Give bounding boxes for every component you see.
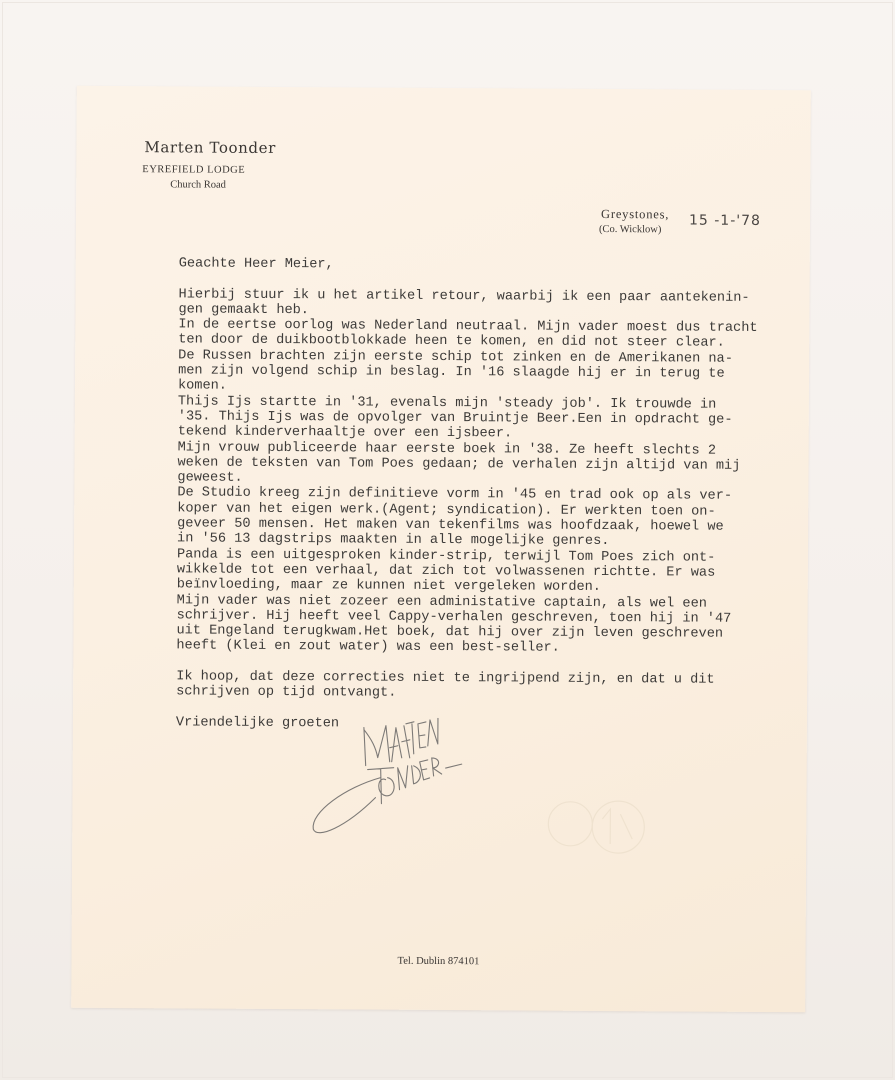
typed-line: Thijs Ijs startte in '31, evenals mijn 'steady job'. Ik trouwde in: [177, 394, 717, 413]
letter-date: 15 -1-'78: [688, 212, 762, 229]
typed-line: '35. Thijs Ijs was de opvolger van Bruintje Beer.Een in opdracht ge-: [177, 409, 733, 428]
signature-loop-stroke: [313, 777, 381, 833]
typed-line: uit Engeland terugkwam.Het boek, dat hij over zijn leven geschreven: [176, 623, 724, 642]
typed-line: in '56 13 dagstrips maakten in alle mogelijke genres.: [177, 531, 610, 550]
typed-line: De Russen brachten zijn eerste schip tot zinken en de Amerikanen na-: [178, 348, 733, 367]
typed-line: men zijn volgend schip in beslag. In '16 slaagde hij er in terug te: [178, 363, 725, 382]
typed-line: Mijn vrouw publiceerde haar eerste boek in '38. Ze heeft slechts 2: [177, 439, 717, 459]
typed-line: weken de teksten van Tom Poes gedaan; de verhalen zijn altijd van mij: [177, 455, 741, 474]
footer-telephone: Tel. Dublin 874101: [397, 955, 480, 968]
faint-show-through-mark: [540, 789, 650, 860]
letterhead-name: Marten Toonder: [144, 138, 276, 157]
letter-sheet: [71, 86, 811, 1012]
dateline-region: (Co. Wicklow): [598, 223, 662, 236]
salutation: Geachte Heer Meier,: [178, 256, 334, 273]
typed-line: Ik hoop, dat deze correcties niet te ingrijpend zijn, en dat u dit: [176, 669, 715, 688]
typed-line: Hierbij stuur ik u het artikel retour, waarbij ik een paar aantekenin-: [178, 286, 750, 306]
closing: Vriendelijke groeten: [175, 715, 340, 732]
typed-line: schrijver. Hij heeft veel Cappy-verhalen geschreven, toen hij in '47: [176, 608, 732, 627]
signature: [305, 717, 486, 838]
letter-paragraph: [176, 669, 816, 704]
letter-paragraphs: [176, 287, 819, 704]
letter-body: [176, 256, 819, 734]
typed-line: schrijven op tijd ontvangt.: [176, 684, 397, 702]
typed-line: In de eertse oorlog was Nederland neutraal. Mijn vader moest dus tracht: [178, 317, 758, 337]
signature-marten-stroke: [364, 718, 438, 766]
typed-line: koper van het eigen werk.(Agent; syndication). Er werkten toen on-: [177, 501, 716, 520]
typed-line: heeft (Klei en zout water) was een best-seller.: [176, 638, 560, 657]
typed-line: De Studio kreeg zijn definitieve vorm in '45 en trad ook op als ver-: [177, 485, 733, 505]
dateline-place: Greystones,: [601, 206, 670, 222]
letterhead-house: EYREFIELD LODGE: [142, 164, 246, 176]
typed-line: komen.: [177, 378, 227, 395]
typed-line: wikkelde tot een verhaal, dat zich tot volwassenen richtte. Er was: [176, 562, 716, 581]
typed-line: ten door de duikbootblokkade heen te komen, en did not steer clear.: [178, 332, 725, 352]
letter-paragraph: [176, 287, 818, 658]
signature-toonder-stroke: [367, 758, 461, 805]
typed-line: Mijn vader was niet zozeer een administative captain, als wel een: [176, 592, 707, 612]
letterhead-road: Church Road: [170, 179, 226, 191]
typed-line: beïnvloeding, maar ze kunnen niet vergeleken worden.: [176, 577, 602, 596]
typed-line: geveer 50 mensen. Het maken van tekenfilms was hoofdzaak, hoewel we: [177, 516, 724, 535]
typed-line: Panda is een uitgesproken kinder-strip, terwijl Tom Poes zich ont-: [176, 547, 716, 566]
typed-line: tekend kinderverhaaltje over een ijsbeer.: [177, 424, 513, 442]
typed-line: gen gemaakt heb.: [178, 302, 310, 319]
typed-line: geweest.: [177, 470, 243, 486]
